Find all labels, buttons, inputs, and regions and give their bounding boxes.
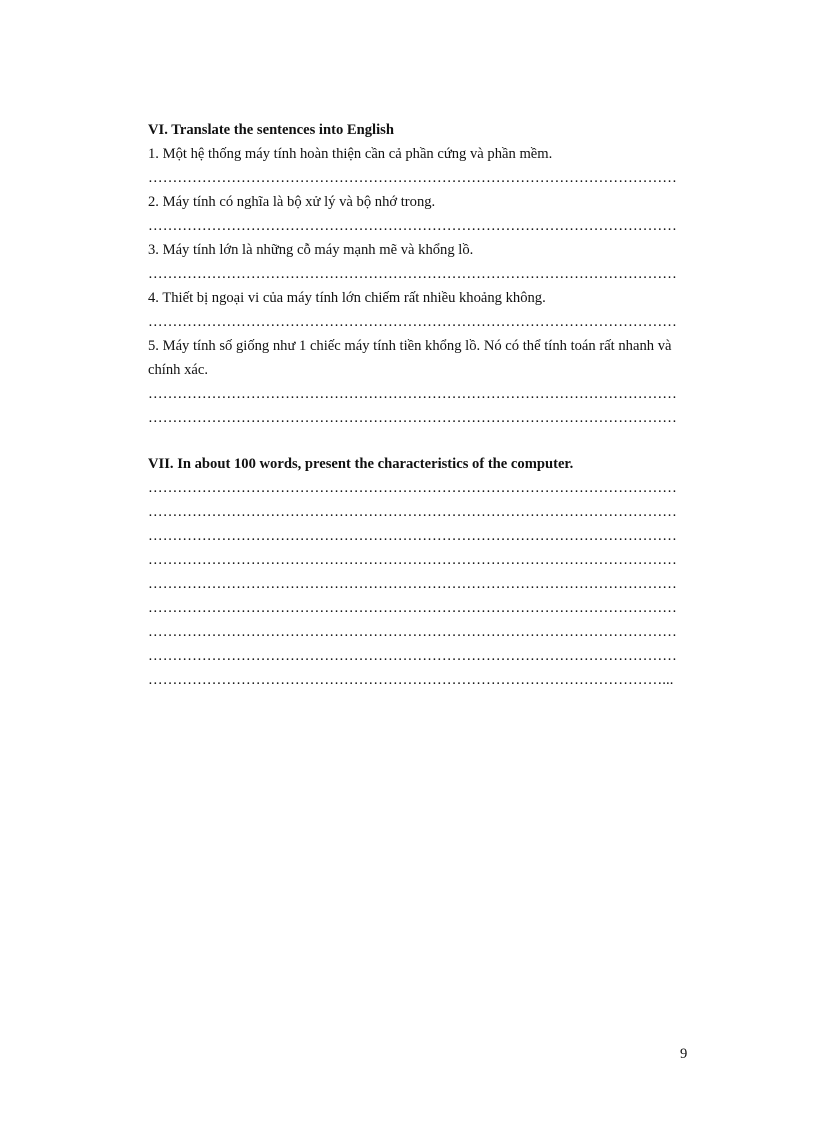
essay-line: ………………………………………………………………………………………………	[148, 528, 677, 544]
sentence-5-line-1: 5. Máy tính số giống như 1 chiếc máy tính tiền khổng lồ. Nó có thể tính toán rất nhanh và	[148, 338, 672, 354]
essay-line: ……………………………………………………………………………………………...	[148, 672, 674, 688]
sentence-4: 4. Thiết bị ngoại vi của máy tính lớn chiếm rất nhiều khoảng không.	[148, 290, 546, 306]
page-number: 9	[680, 1046, 688, 1062]
answer-line-5b: ………………………………………………………………………………………………	[148, 410, 677, 426]
worksheet-content	[148, 118, 694, 692]
sentence-1: 1. Một hệ thống máy tính hoàn thiện cần cả phần cứng và phần mềm.	[148, 146, 553, 162]
sentence-5-line-2: chính xác.	[148, 362, 208, 378]
answer-line-1: ………………………………………………………………………………………………	[148, 170, 677, 186]
essay-line: ………………………………………………………………………………………………	[148, 648, 677, 664]
section-spacer	[148, 430, 694, 452]
answer-line-3: ………………………………………………………………………………………………	[148, 266, 677, 282]
section-vii-heading: VII. In about 100 words, present the characteristics of the computer.	[148, 456, 574, 472]
essay-line: ………………………………………………………………………………………………	[148, 504, 677, 520]
section-vi-heading: VI. Translate the sentences into English	[148, 122, 394, 138]
sentence-3: 3. Máy tính lớn là những cỗ máy mạnh mẽ và khổng lồ.	[148, 242, 474, 258]
sentence-2: 2. Máy tính có nghĩa là bộ xử lý và bộ nhớ trong.	[148, 194, 436, 210]
essay-line: ………………………………………………………………………………………………	[148, 552, 677, 568]
essay-line: ………………………………………………………………………………………………	[148, 576, 677, 592]
answer-line-4: ………………………………………………………………………………………………	[148, 314, 677, 330]
answer-line-5a: ………………………………………………………………………………………………	[148, 386, 677, 402]
essay-line: ………………………………………………………………………………………………	[148, 480, 677, 496]
essay-line: ………………………………………………………………………………………………	[148, 600, 677, 616]
answer-line-2: ………………………………………………………………………………………………	[148, 218, 677, 234]
essay-line: ………………………………………………………………………………………………	[148, 624, 677, 640]
